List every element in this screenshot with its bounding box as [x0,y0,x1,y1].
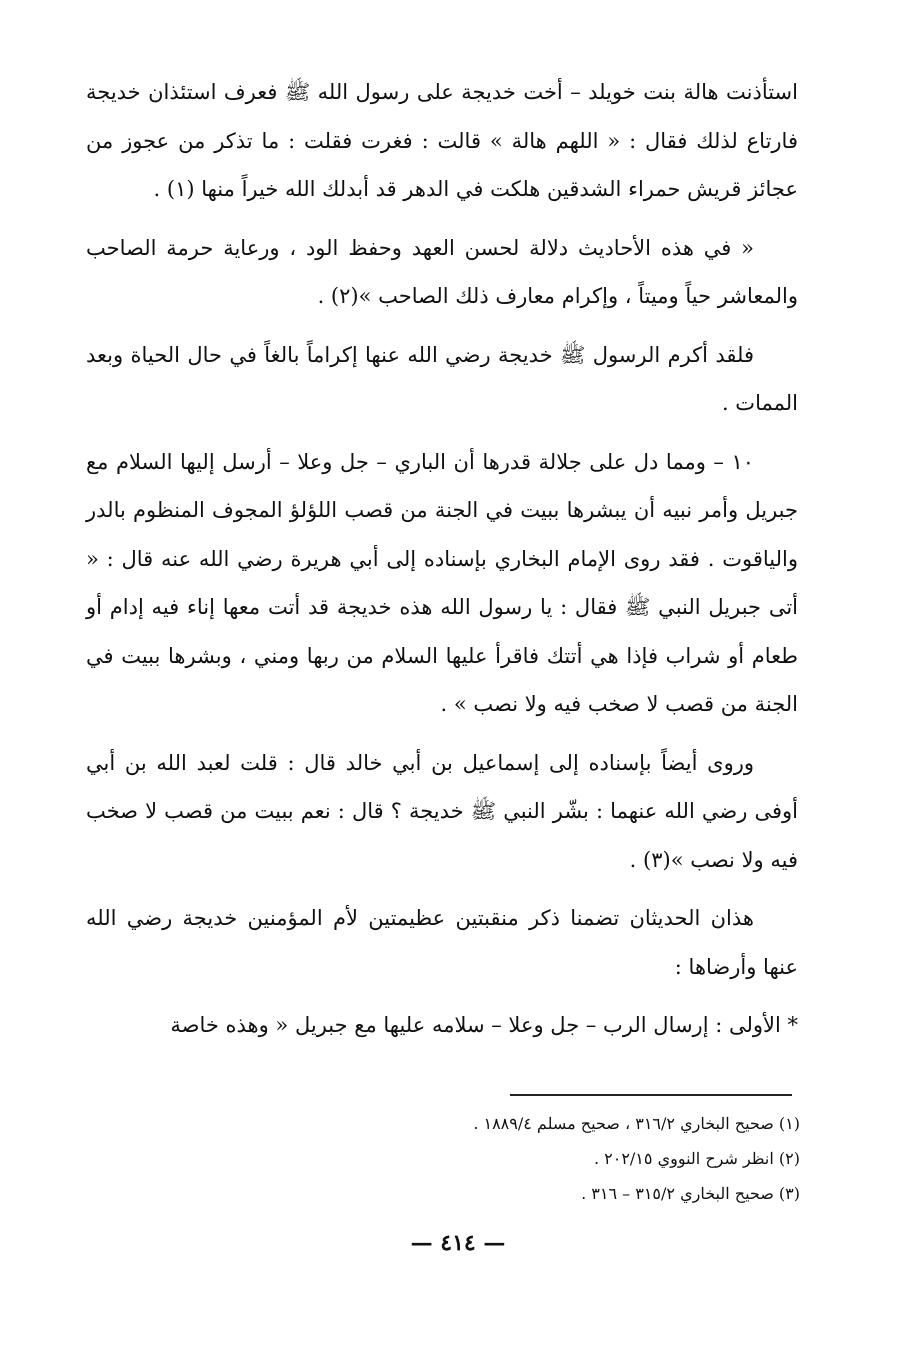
footnotes [110,1106,800,1211]
paragraph-two-virtues: هذان الحديثان تضمنا ذكر منقبتين عظيمتين لأم المؤمنين خديجة رضي الله عنها وأرضاها : [86,906,798,979]
paragraph-hala-hadith: استأذنت هالة بنت خويلد – أخت خديجة على رسول الله ﷺ فعرف استئذان خديجة فارتاع لذلك فقال : « اللهم هالة » قالت : فغرت فقلت : ما تذكر من عجوز من عجائز قريش حمراء الشدقين هلكت في الدهر قد أبدلك الله خيراً منها (١) . [86,80,798,201]
footnote-1: (١) صحيح البخاري ٣١٦/٢ ، صحيح مسلم ١٨٨٩/٤ . [473,1114,800,1133]
footnote-divider [510,1094,792,1096]
paragraph-first-virtue: * الأولى : إرسال الرب – جل وعلا – سلامه عليها مع جبريل « وهذه خاصة [170,1013,798,1037]
paragraph-nawawi-quote: « في هذه الأحاديث دلالة لحسن العهد وحفظ الود ، ورعاية حرمة الصاحب والمعاشر حياً وميتاً ، وإكرام معارف ذلك الصاحب »(٢) . [86,235,798,308]
paragraph-point-10: ١٠ – ومما دل على جلالة قدرها أن الباري – جل وعلا – أرسل إليها السلام مع جبريل وأمر نبيه أن يبشرها ببيت في الجنة من قصب اللؤلؤ المجوف المنظوم بالدر والياقوت . فقد روى الإمام البخاري بإسناده إلى أبي هريرة رضي الله عنه قال : « أتى جبريل النبي ﷺ فقال : يا رسول الله هذه خديجة قد أتت معها إناء فيه إدام أو طعام أو شراب فإذا هي أتتك فاقرأ عليها السلام من ربها ومني ، وبشرها ببيت في الجنة من قصب لا صخب فيه ولا نصب » . [86,449,798,716]
footnote-3: (٣) صحيح البخاري ٣١٥/٢ – ٣١٦ . [581,1184,800,1203]
paragraph-second-narration: وروى أيضاً بإسناده إلى إسماعيل بن أبي خالد قال : قلت لعبد الله بن أبي أوفى رضي الله عنهما : بشّر النبي ﷺ خديجة ؟ قال : نعم ببيت من قصب لا صخب فيه ولا نصب »(٣) . [86,750,798,872]
footnote-2: (٢) انظر شرح النووي ٢٠٢/١٥ . [593,1149,800,1168]
paragraph-honor: فلقد أكرم الرسول ﷺ خديجة رضي الله عنها إكراماً بالغاً في حال الحياة وبعد الممات . [86,342,798,415]
page-number: — ٤١٤ — [410,1230,506,1256]
main-text [86,68,798,1060]
